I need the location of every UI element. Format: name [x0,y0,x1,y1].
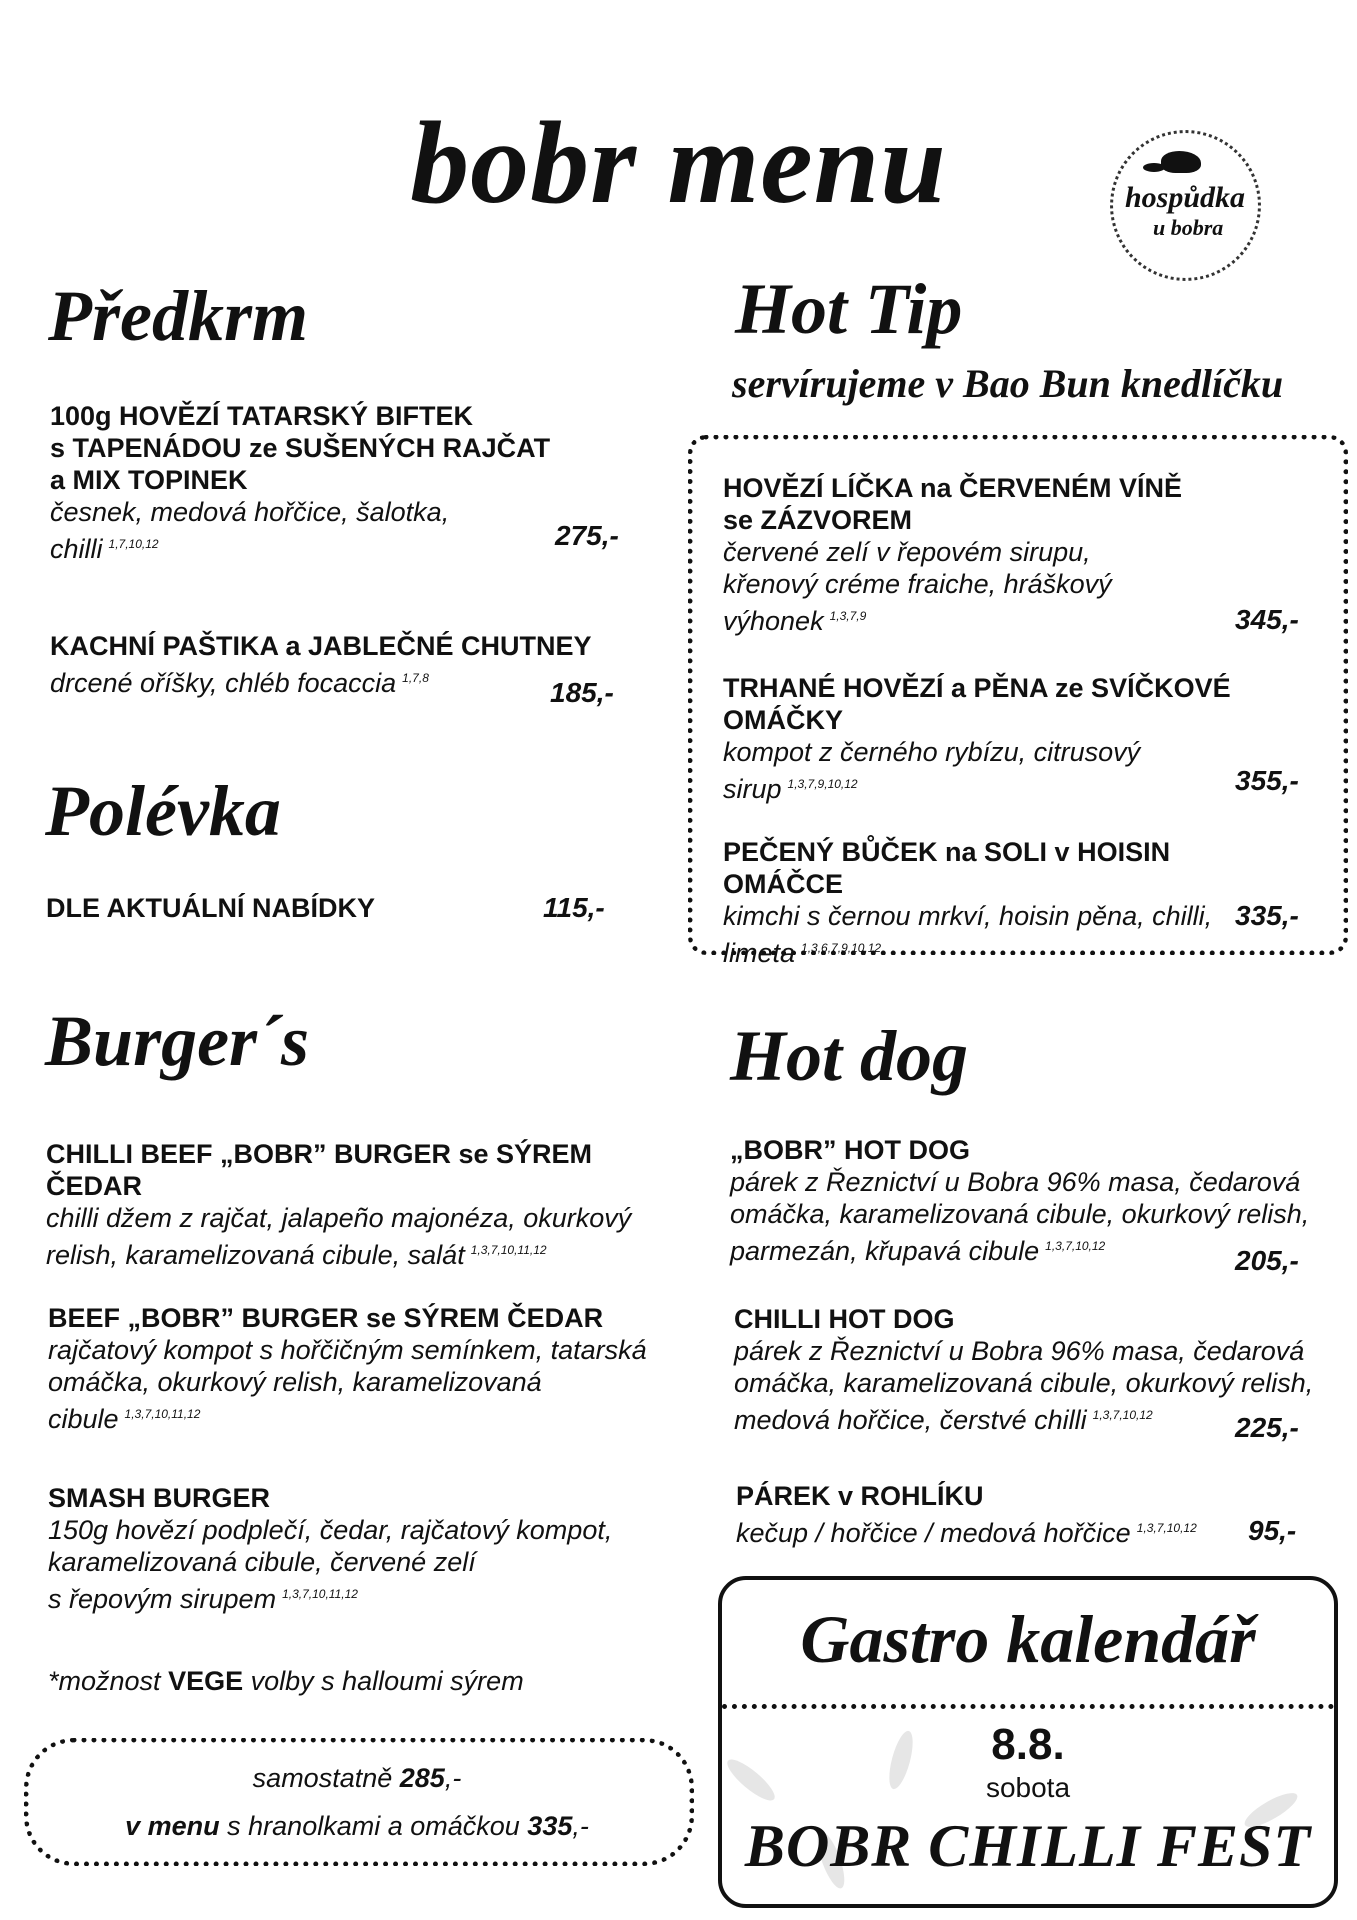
item-price: 355,- [1235,765,1299,796]
item-description: 150g hovězí podplečí, čedar, rajčatový kompot, [48,1515,613,1545]
item-name: „BOBR” HOT DOG [730,1135,970,1165]
price-menu-label: s hranolkami a omáčkou [219,1811,528,1841]
vege-note-text: volby s halloumi sýrem [243,1666,524,1696]
section-heading-polevka: Polévka [45,771,281,851]
menu-item [736,1480,1336,1549]
item-name: OMÁČKY [723,705,843,735]
item-description: relish, karamelizovaná cibule, salát [46,1240,465,1270]
item-name: 100g HOVĚZÍ TATARSKÝ BIFTEK [50,401,474,431]
allergens: 1,3,7,10,12 [1092,1408,1153,1422]
menu-item [46,1138,686,1271]
item-description: medová hořčice, čerstvé chilli [734,1405,1087,1435]
item-description: sirup [723,774,782,804]
item-name: BEEF „BOBR” BURGER se SÝREM ČEDAR [48,1303,604,1333]
item-name: s TAPENÁDOU ze SUŠENÝCH RAJČAT [50,433,551,463]
item-description: chilli [50,534,103,564]
item-name: PEČENÝ BŮČEK na SOLI v HOISIN OMÁČCE [723,837,1171,899]
item-description: omáčka, okurkový relish, karamelizovaná [48,1367,542,1397]
event-name: BOBR CHILLI FEST [744,1813,1312,1879]
menu-title: bobr menu [410,97,947,228]
allergens: 1,7,10,12 [108,537,159,551]
price-solo-value: 285 [399,1763,445,1793]
item-name: HOVĚZÍ LÍČKA na ČERVENÉM VÍNĚ [723,473,1183,503]
allergens: 1,3,7,10,11,12 [470,1243,547,1257]
section-heading-hotdog: Hot dog [730,1016,969,1096]
allergens: 1,3,7,10,11,12 [282,1587,358,1601]
price-menu-suffix: ,- [572,1811,589,1841]
item-name: PÁREK v ROHLÍKU [736,1481,984,1511]
price-menu-bold: v menu [125,1811,220,1841]
item-name: DLE AKTUÁLNÍ NABÍDKY [46,893,375,923]
price-menu-value: 335 [527,1811,573,1841]
allergens: 1,3,7,10,12 [1136,1521,1197,1535]
item-name: TRHANÉ HOVĚZÍ a PĚNA ze SVÍČKOVÉ [723,673,1231,703]
item-description: kompot z černého rybízu, citrusový [723,737,1141,767]
logo [1110,130,1261,281]
price-solo [24,1762,690,1794]
item-description: česnek, medová hořčice, šalotka, [50,497,450,527]
beaver-icon [1161,151,1201,173]
price-menu [24,1810,690,1842]
event-day: sobota [985,1772,1071,1803]
section-heading-burgers: Burger´s [45,1001,310,1081]
vege-note-text: *možnost [48,1666,169,1696]
gastro-calendar-box [718,1576,1338,1908]
item-name: KACHNÍ PAŠTIKA a JABLEČNÉ CHUTNEY [50,631,592,661]
item-name: CHILLI BEEF „BOBR” BURGER se SÝREM ČEDAR [46,1139,593,1201]
vege-note [48,1665,524,1697]
item-name: a MIX TOPINEK [50,465,248,495]
item-description: s řepovým sirupem [48,1584,277,1614]
item-description: drcené oříšky, chléb focaccia [50,668,397,698]
item-description: cibule [48,1404,119,1434]
item-description: parmezán, křupavá cibule [730,1236,1040,1266]
item-description: výhonek [723,606,824,636]
item-name: SMASH BURGER [48,1483,271,1513]
logo-text-line2: u bobra [1153,215,1224,240]
gastro-heading: Gastro kalendář [800,1601,1256,1677]
menu-item [48,1302,688,1435]
allergens: 1,3,7,10,11,12 [124,1407,201,1421]
item-price: 115,- [543,892,605,923]
logo-text-line1: hospůdka [1125,181,1246,214]
price-solo-label: samostatně [252,1763,400,1793]
item-name: CHILLI HOT DOG [734,1304,955,1334]
item-description: kečup / hořčice / medová hořčice [736,1518,1131,1548]
item-price: 335,- [1235,900,1299,931]
item-description: kimchi s černou mrkví, hoisin pěna, chilli, [723,901,1213,931]
allergens: 1,3,7,9,10,12 [787,777,858,791]
divider [722,1704,1334,1709]
allergens: 1,7,8 [402,671,429,685]
item-description: omáčka, karamelizovaná cibule, okurkový relish, [734,1368,1314,1398]
allergens: 1,3,6,7,9,10,12 [801,941,882,955]
item-price: 185,- [550,677,614,708]
item-description: rajčatový kompot s hořčičným semínkem, tatarská [48,1335,647,1365]
price-solo-suffix: ,- [444,1763,462,1793]
item-price: 95,- [1248,1515,1297,1546]
item-description: párek z Řeznictví u Bobra 96% masa, čedarová [730,1167,1301,1197]
item-description: omáčka, karamelizovaná cibule, okurkový relish, [730,1199,1310,1229]
menu-item [50,400,630,565]
item-description: limeta [723,938,796,968]
vege-note-bold: VEGE [168,1666,244,1696]
allergens: 1,3,7,9 [829,609,867,623]
item-description: párek z Řeznictví u Bobra 96% masa, čedarová [734,1336,1305,1366]
menu-item [723,672,1283,805]
burger-price-box [24,1738,694,1866]
section-heading-predkrm: Předkrm [48,276,308,356]
section-subheading: servírujeme v Bao Bun knedlíčku [732,361,1284,406]
section-heading-hottip: Hot Tip [735,269,963,349]
item-price: 225,- [1235,1412,1299,1443]
item-name: se ZÁZVOREM [723,505,913,535]
item-description: červené zelí v řepovém sirupu, [723,537,1091,567]
menu-item [723,836,1283,969]
item-description: křenový créme fraiche, hráškový [723,569,1112,599]
item-price: 345,- [1235,604,1299,635]
item-price: 275,- [555,520,619,551]
menu-item [723,472,1283,637]
item-price: 205,- [1235,1245,1299,1276]
allergens: 1,3,7,10,12 [1045,1239,1106,1253]
item-description: chilli džem z rajčat, jalapeño majonéza, okurkový [46,1203,632,1233]
menu-item [48,1482,688,1615]
item-description: karamelizovaná cibule, červené zelí [48,1547,476,1577]
event-date: 8.8. [991,1720,1065,1769]
